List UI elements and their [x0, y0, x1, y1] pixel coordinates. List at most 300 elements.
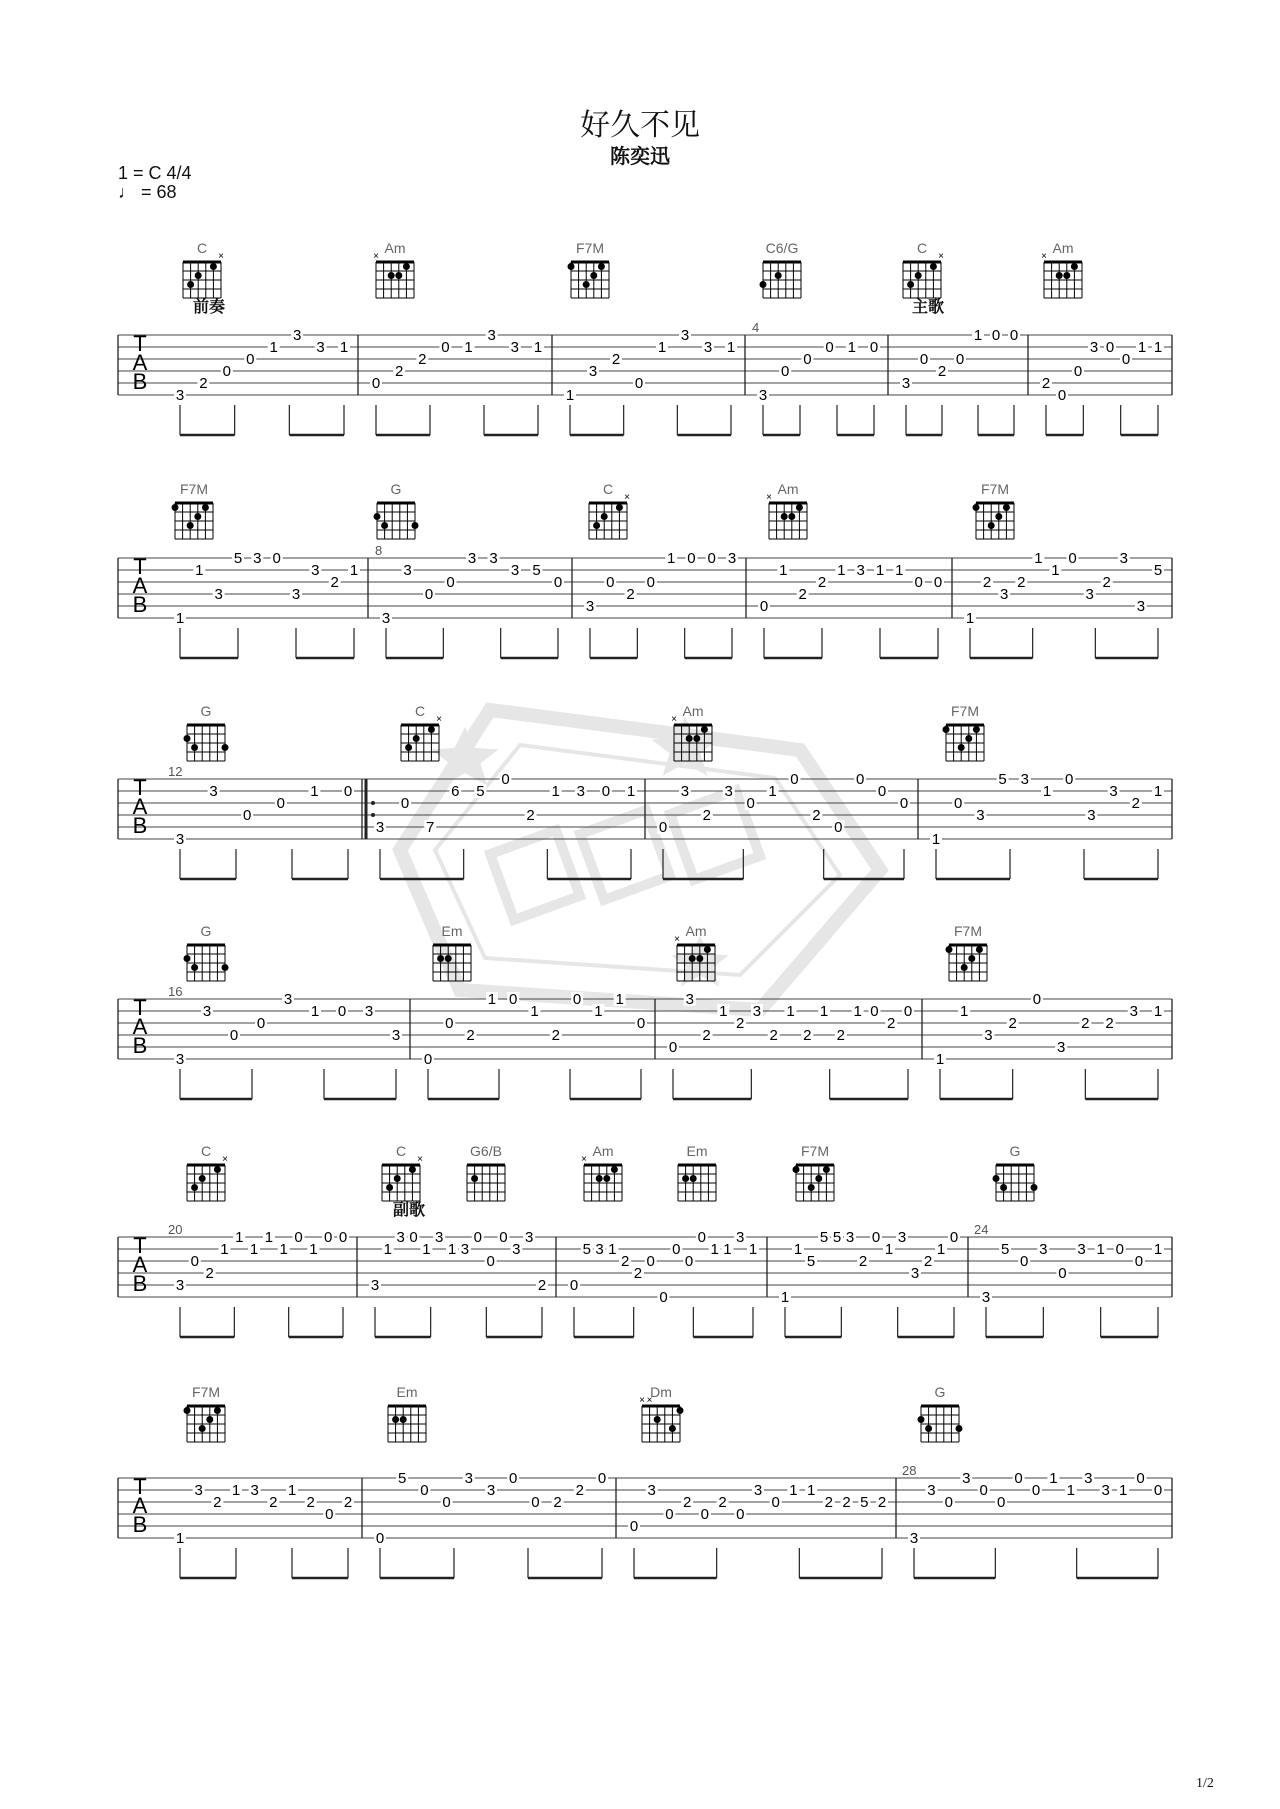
- fret-number: 1: [786, 1003, 795, 1020]
- fret-number: 0: [781, 363, 790, 380]
- fret-number: 3: [510, 339, 520, 356]
- section-label: 副歌: [393, 1200, 426, 1219]
- finger-dot: [214, 1166, 221, 1173]
- fret-number: 1: [551, 783, 560, 800]
- fret-number: 3: [910, 1265, 920, 1282]
- finger-dot: [775, 272, 782, 279]
- finger-dot: [701, 726, 708, 733]
- fret-number: 0: [996, 1494, 1006, 1511]
- fret-number: 3: [250, 1482, 259, 1499]
- mute-mark: ×: [938, 251, 944, 262]
- fret-number: 0: [1136, 1470, 1145, 1487]
- fret-number: 2: [702, 807, 711, 824]
- chord-diagram: [184, 725, 229, 761]
- fret-number: 0: [441, 339, 450, 356]
- finger-dot: [199, 1175, 206, 1182]
- fret-number: 5: [832, 1229, 842, 1246]
- tab-clef-letter: B: [132, 1512, 148, 1537]
- fret-number: 0: [954, 795, 963, 812]
- finger-dot: [206, 1416, 213, 1423]
- fret-number: 0: [222, 363, 232, 380]
- fret-number: 2: [1131, 795, 1140, 812]
- finger-dot: [210, 263, 217, 270]
- fret-number: 3: [214, 586, 223, 603]
- fret-number: 1: [383, 1241, 393, 1258]
- chord-name: Am: [777, 481, 799, 497]
- finger-dot: [696, 955, 703, 962]
- fret-number: 1: [594, 1003, 603, 1020]
- finger-dot: [195, 272, 202, 279]
- finger-dot: [374, 513, 381, 520]
- fret-number: 3: [1101, 1482, 1110, 1499]
- finger-dot: [973, 504, 980, 511]
- finger-dot: [187, 281, 194, 288]
- finger-dot: [958, 744, 965, 751]
- fret-number: 1: [960, 1003, 969, 1020]
- fret-number: 0: [597, 1470, 607, 1487]
- measure-number: 28: [902, 1463, 917, 1478]
- fret-number: 1: [615, 991, 624, 1008]
- fret-number: 3: [909, 1530, 919, 1547]
- tab-system: [118, 984, 1172, 1099]
- fret-number: 0: [803, 351, 812, 368]
- fret-number: 5: [806, 1253, 816, 1270]
- fret-number: 1: [779, 562, 788, 579]
- finger-dot: [395, 272, 402, 279]
- fret-number: 1: [666, 550, 676, 567]
- chord-diagram: [184, 1406, 226, 1442]
- fret-number: 0: [375, 1530, 385, 1547]
- fret-number: 0: [1009, 327, 1019, 344]
- fret-number: 1: [220, 1241, 229, 1258]
- fret-number: 1: [1066, 1482, 1076, 1499]
- fret-number: 1: [1153, 339, 1163, 356]
- chord-name: F7M: [951, 703, 979, 719]
- fret-number: 0: [400, 795, 410, 812]
- fret-number: 3: [291, 586, 301, 603]
- finger-dot: [590, 272, 597, 279]
- fret-number: 3: [292, 327, 302, 344]
- fret-number: 0: [746, 795, 755, 812]
- fret-number: 2: [1081, 1015, 1090, 1032]
- fret-number: 0: [572, 991, 582, 1008]
- fret-number: 0: [1153, 1482, 1163, 1499]
- fret-number: 0: [420, 1482, 429, 1499]
- page-number: 1/2: [1196, 1776, 1214, 1791]
- fret-number: 0: [684, 1253, 694, 1270]
- fret-number: 0: [325, 1506, 334, 1523]
- chord-diagram: [1041, 251, 1082, 298]
- fret-number: 0: [834, 819, 843, 836]
- fret-number: 3: [727, 550, 737, 567]
- fret-number: 1: [895, 562, 904, 579]
- fret-number: 3: [703, 339, 713, 356]
- chord-name: F7M: [801, 1143, 829, 1159]
- fret-number: 2: [1041, 375, 1051, 392]
- fret-number: 0: [979, 1482, 988, 1499]
- fret-number: 0: [919, 351, 929, 368]
- fret-number: 2: [1102, 574, 1111, 591]
- mute-mark: ×: [671, 714, 677, 725]
- fret-number: 1: [931, 831, 941, 848]
- finger-dot: [907, 281, 914, 288]
- chord-name: G: [1009, 1143, 1021, 1159]
- fret-number: 0: [499, 1229, 508, 1246]
- fret-number: 1: [447, 1241, 457, 1258]
- fret-number: 3: [724, 783, 733, 800]
- finger-dot: [405, 744, 412, 751]
- fret-number: 1: [175, 610, 185, 627]
- fret-number: 2: [418, 351, 427, 368]
- finger-dot: [194, 513, 201, 520]
- fret-number: 1: [1096, 1241, 1105, 1258]
- chord-diagram: [946, 945, 988, 981]
- fret-number: 0: [646, 574, 656, 591]
- fret-number: 1: [768, 783, 777, 800]
- chord-diagram: [973, 503, 1015, 539]
- fret-number: 3: [1056, 1039, 1066, 1056]
- fret-number: 0: [276, 795, 285, 812]
- fret-number: 2: [817, 574, 827, 591]
- finger-dot: [601, 513, 608, 520]
- fret-number: 1: [608, 1241, 617, 1258]
- mute-mark: ×: [417, 1154, 423, 1165]
- fret-number: 2: [611, 351, 621, 368]
- artist-name: 陈奕迅: [610, 144, 670, 168]
- fret-number: 1: [175, 1530, 185, 1547]
- fret-number: 3: [845, 1229, 855, 1246]
- fret-number: 1: [235, 1229, 244, 1246]
- finger-dot: [682, 1175, 689, 1182]
- chord-name: Am: [592, 1143, 614, 1159]
- fret-number: 0: [634, 375, 644, 392]
- chord-name: C: [200, 1143, 212, 1159]
- fret-number: 3: [685, 991, 694, 1008]
- fret-number: 2: [842, 1494, 851, 1511]
- finger-dot: [815, 1175, 822, 1182]
- finger-dot: [1003, 504, 1010, 511]
- chord-diagram: [183, 251, 224, 298]
- fret-number: 3: [680, 327, 690, 344]
- tab-clef-letter: T: [133, 331, 147, 356]
- fret-number: 2: [1008, 1015, 1017, 1032]
- fret-number: 0: [700, 1506, 710, 1523]
- fret-number: 3: [1039, 1241, 1048, 1258]
- chord-name: G: [934, 1384, 946, 1400]
- fret-number: 2: [1017, 574, 1026, 591]
- tab-clef-letter: T: [133, 1474, 147, 1499]
- finger-dot: [403, 263, 410, 270]
- chord-name: Am: [685, 923, 707, 939]
- chord-name: C: [602, 481, 614, 497]
- fret-number: 0: [445, 1015, 454, 1032]
- chord-diagram: [678, 1165, 716, 1201]
- fret-number: 1: [1042, 783, 1052, 800]
- fret-number: 1: [935, 1051, 945, 1068]
- fret-number: 0: [246, 351, 255, 368]
- fret-number: 2: [1105, 1015, 1114, 1032]
- tab-clef-letter: T: [133, 1233, 147, 1258]
- fret-number: 3: [976, 807, 985, 824]
- fret-number: 2: [812, 807, 821, 824]
- chord-diagram: [760, 262, 802, 298]
- tab-clef-letter: A: [132, 1252, 148, 1277]
- fret-number: 3: [467, 550, 477, 567]
- fret-number: 1: [1153, 783, 1163, 800]
- fret-number: 0: [294, 1229, 303, 1246]
- finger-dot: [808, 1184, 815, 1191]
- fret-number: 3: [981, 1289, 991, 1306]
- fret-number: 1: [487, 991, 497, 1008]
- chord-diagram: [639, 1395, 683, 1442]
- finger-dot: [202, 504, 209, 511]
- fret-number: 0: [338, 1229, 348, 1246]
- finger-dot: [993, 1175, 1000, 1182]
- fret-number: 1: [1118, 1482, 1128, 1499]
- mute-mark: ×: [436, 714, 442, 725]
- finger-dot: [603, 1175, 610, 1182]
- fret-number: 0: [707, 550, 716, 567]
- fret-number: 0: [1068, 550, 1077, 567]
- fret-number: 0: [697, 1229, 707, 1246]
- finger-dot: [693, 735, 700, 742]
- fret-number: 0: [877, 783, 887, 800]
- fret-number: 1: [1049, 1470, 1058, 1487]
- fret-number: 5: [1000, 1241, 1010, 1258]
- chord-name: Dm: [650, 1384, 672, 1400]
- finger-dot: [583, 281, 590, 288]
- fret-number: 1: [310, 1003, 320, 1020]
- chord-diagram: [581, 1154, 622, 1201]
- chord-diagram: [184, 945, 229, 981]
- fret-number: 2: [553, 1494, 562, 1511]
- finger-dot: [689, 955, 696, 962]
- fret-number: 5: [476, 783, 485, 800]
- fret-number: 1: [279, 1241, 288, 1258]
- fret-number: 3: [311, 562, 320, 579]
- finger-dot: [184, 955, 191, 962]
- fret-number: 1: [422, 1241, 431, 1258]
- fret-number: 0: [1057, 387, 1067, 404]
- fret-number: 0: [825, 339, 834, 356]
- finger-dot: [409, 1166, 416, 1173]
- fret-number: 0: [509, 991, 518, 1008]
- finger-dot: [222, 744, 229, 751]
- fret-number: 0: [446, 574, 455, 591]
- fret-number: 3: [1000, 586, 1009, 603]
- fret-number: 2: [330, 574, 339, 591]
- fret-number: 0: [790, 771, 799, 788]
- fret-number: 0: [1115, 1241, 1124, 1258]
- fret-number: 1: [195, 562, 204, 579]
- fret-number: 1: [965, 610, 975, 627]
- fret-number: 3: [962, 1470, 971, 1487]
- finger-dot: [704, 946, 711, 953]
- fret-number: 3: [403, 562, 412, 579]
- finger-dot: [956, 1425, 963, 1432]
- tab-clef-letter: B: [132, 369, 148, 394]
- finger-dot: [184, 1407, 191, 1414]
- repeat-dot: [371, 801, 375, 805]
- fret-number: 3: [175, 831, 185, 848]
- fret-number: 3: [512, 1241, 521, 1258]
- fret-number: 3: [736, 1229, 745, 1246]
- finger-dot: [191, 964, 198, 971]
- fret-number: 3: [1087, 807, 1096, 824]
- fret-number: 1: [530, 1003, 539, 1020]
- fret-number: 5: [1153, 562, 1163, 579]
- fret-number: 0: [672, 1241, 681, 1258]
- fret-number: 5: [233, 550, 243, 567]
- fret-number: 2: [937, 363, 947, 380]
- fret-number: 3: [647, 1482, 656, 1499]
- fret-number: 0: [501, 771, 510, 788]
- fret-number: 1: [1034, 550, 1043, 567]
- finger-dot: [568, 263, 575, 270]
- fret-number: 0: [606, 574, 615, 591]
- chord-name: F7M: [981, 481, 1009, 497]
- fret-number: 3: [753, 1482, 763, 1499]
- tab-clef-letter: A: [132, 350, 148, 375]
- fret-number: 1: [837, 562, 846, 579]
- mute-mark: ×: [639, 1395, 645, 1406]
- chord-name: G: [200, 703, 212, 719]
- fret-number: 3: [364, 1003, 374, 1020]
- fret-number: 3: [901, 375, 911, 392]
- chord-diagram: [918, 1406, 963, 1442]
- fret-number: 3: [1089, 339, 1099, 356]
- chord-diagram: [172, 503, 214, 539]
- fret-number: 2: [887, 1015, 896, 1032]
- fret-number: 0: [1020, 1253, 1029, 1270]
- fret-number: 0: [629, 1518, 639, 1535]
- fret-number: 0: [903, 1003, 913, 1020]
- fret-number: 0: [899, 795, 909, 812]
- finger-dot: [930, 263, 937, 270]
- fret-number: 0: [759, 598, 769, 615]
- chord-diagram: [401, 714, 442, 761]
- fret-number: 2: [836, 1027, 846, 1044]
- fret-number: 2: [306, 1494, 315, 1511]
- tab-system: [118, 320, 1172, 435]
- finger-dot: [1063, 272, 1070, 279]
- mute-mark: ×: [222, 1154, 228, 1165]
- fret-number: 0: [371, 375, 381, 392]
- chord-diagram: [374, 503, 419, 539]
- chord-diagram: [674, 934, 715, 981]
- finger-dot: [654, 1416, 661, 1423]
- fret-number: 2: [551, 1027, 560, 1044]
- chord-diagram: [903, 251, 944, 298]
- tab-clef-letter: T: [133, 995, 147, 1020]
- fret-number: 2: [213, 1494, 222, 1511]
- fret-number: 0: [665, 1506, 674, 1523]
- tab-clef-letter: B: [132, 592, 148, 617]
- chord-diagram: [433, 945, 471, 981]
- fret-number: 0: [486, 1253, 495, 1270]
- tab-system: [118, 764, 1172, 879]
- fret-number: 3: [316, 339, 325, 356]
- fret-number: 3: [283, 991, 293, 1008]
- fret-number: 2: [343, 1494, 353, 1511]
- fret-number: 1: [339, 339, 349, 356]
- finger-dot: [187, 522, 194, 529]
- finger-dot: [1056, 272, 1063, 279]
- chord-diagram: [671, 714, 712, 761]
- mute-mark: ×: [766, 492, 772, 503]
- fret-number: 5: [819, 1229, 829, 1246]
- fret-number: 0: [1014, 1470, 1023, 1487]
- fret-number: 1: [287, 1482, 297, 1499]
- finger-dot: [611, 1166, 618, 1173]
- finger-dot: [412, 522, 419, 529]
- finger-dot: [796, 504, 803, 511]
- chord-name: Em: [686, 1143, 708, 1159]
- chord-name: G: [200, 923, 212, 939]
- fret-number: 0: [949, 1229, 959, 1246]
- chord-diagram: [467, 1165, 505, 1201]
- chord-name: Am: [384, 240, 406, 256]
- fret-number: 0: [636, 1015, 646, 1032]
- fret-number: 2: [537, 1277, 547, 1294]
- fret-number: 0: [423, 1051, 433, 1068]
- chord-name: C: [196, 240, 208, 256]
- mute-mark: ×: [218, 251, 224, 262]
- fret-number: 2: [923, 1253, 933, 1270]
- chord-name: C6/G: [765, 240, 799, 256]
- fret-number: 0: [553, 574, 563, 591]
- fret-number: 1: [710, 1241, 719, 1258]
- tab-clef-letter: B: [132, 1271, 148, 1296]
- fret-number: 2: [702, 1027, 711, 1044]
- finger-dot: [995, 513, 1002, 520]
- finger-dot: [191, 744, 198, 751]
- fret-number: 1: [780, 1289, 790, 1306]
- fret-number: 0: [256, 1015, 266, 1032]
- finger-dot: [961, 964, 968, 971]
- tab-clef-letter: A: [132, 794, 148, 819]
- fret-number: 1: [936, 1241, 946, 1258]
- finger-dot: [918, 1416, 925, 1423]
- fret-number: 2: [620, 1253, 630, 1270]
- fret-number: 0: [601, 783, 611, 800]
- tab-clef-letter: A: [132, 573, 148, 598]
- fret-number: 1: [1153, 1003, 1163, 1020]
- tab-clef-letter: A: [132, 1014, 148, 1039]
- fret-number: 1: [973, 327, 983, 344]
- fret-number: 3: [194, 1482, 203, 1499]
- fret-number: 0: [243, 807, 252, 824]
- fret-number: 0: [190, 1253, 199, 1270]
- finger-dot: [1031, 1184, 1038, 1191]
- fret-number: 1: [1051, 562, 1060, 579]
- fret-number: 1: [533, 339, 543, 356]
- tab-clef-letter: T: [133, 775, 147, 800]
- fret-number: 2: [269, 1494, 278, 1511]
- finger-dot: [184, 735, 191, 742]
- fret-number: 3: [758, 387, 768, 404]
- fret-number: 1: [875, 562, 885, 579]
- fret-number: 1: [565, 387, 575, 404]
- finger-dot: [214, 1407, 221, 1414]
- fret-number: 0: [337, 1003, 347, 1020]
- fret-number: 2: [858, 1253, 868, 1270]
- finger-dot: [915, 272, 922, 279]
- chord-diagram: [766, 492, 807, 539]
- finger-dot: [788, 513, 795, 520]
- finger-dot: [793, 1166, 800, 1173]
- fret-number: 1: [853, 1003, 862, 1020]
